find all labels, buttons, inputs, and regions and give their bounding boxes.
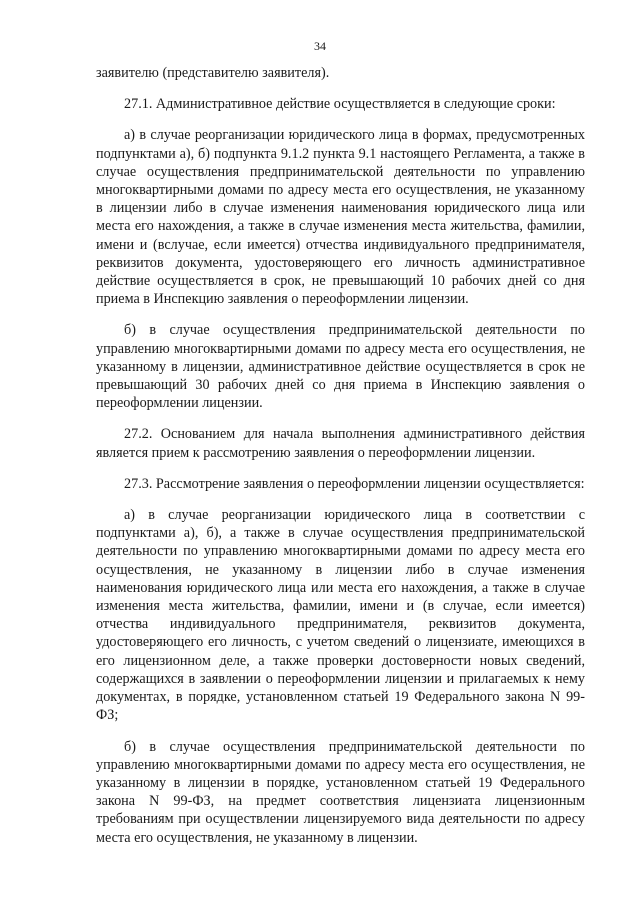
page-number: 34 bbox=[314, 39, 326, 53]
document-body bbox=[96, 64, 585, 859]
paragraph-27-1-b: б) в случае осуществления предпринимательской деятельности по управлению многоквартирными домами по адресу места его осуществления, не указанному в лицензии, административное действие осуществляется в срок не превышающий 30 рабочих дней со дня приема в Инспекцию заявления о переоформлении лицензии. bbox=[96, 322, 585, 412]
paragraph-continuation: заявителю (представителю заявителя). bbox=[96, 65, 330, 81]
paragraph-27-1-a: а) в случае реорганизации юридического лица в формах, предусмотренных подпунктами а), б) подпункта 9.1.2 пункта 9.1 настоящего Регламента, а также в случае осуществления предпринимательской деятельности по управлению многоквартирными домами по адресу места его осуществления, не указанному в лицензии либо в случае изменения наименования юридического лица или места его нахождения, а также в случае изменения места жительства, фамилии, имени и (вслучае, если имеется) отчества индивидуального предпринимателя, реквизитов документа, удостоверяющего его личность административное действие осуществляется в срок, не превышающий 10 рабочих дней со дня приема в Инспекцию заявления о переоформлении лицензии. bbox=[96, 127, 585, 308]
paragraph-27-2: 27.2. Основанием для начала выполнения административного действия является прием к рассмотрению заявления о переоформлении лицензии. bbox=[96, 426, 585, 461]
paragraph-27-1: 27.1. Административное действие осуществляется в следующие сроки: bbox=[124, 96, 556, 113]
paragraph-27-3: 27.3. Рассмотрение заявления о переоформлении лицензии осуществляется: bbox=[124, 475, 585, 492]
paragraph-27-3-a: а) в случае реорганизации юридического лица в соответствии с подпунктами а), б), а также в случае осуществления предпринимательской деятельности по управлению многоквартирными домами по адресу места его осуществления, не указанному в лицензии либо в случае изменения наименования юридического лица или места его нахождения, а также в случае изменения места жительства, фамилии, имени и (в случае, если имеется) отчества индивидуального предпринимателя, реквизитов документа, удостоверяющего его личность, с учетом сведений о лицензиате, имеющихся в его лицензионном деле, а также проверки достоверности новых сведений, содержащихся в заявлении о переоформлении лицензии и прилагаемых к нему документах, в порядке, установленном статьей 19 Федерального закона N 99-ФЗ; bbox=[96, 507, 585, 724]
paragraph-27-3-b: б) в случае осуществления предпринимательской деятельности по управлению многоквартирными домами по адресу места его осуществления, не указанному в лицензии в порядке, установленном статьей 19 Федерального закона N 99-ФЗ, на предмет соответствия лицензиата лицензионным требованиям при осуществлении лицензируемого вида деятельности по адресу места его осуществления, не указанному в лицензии. bbox=[96, 738, 585, 846]
